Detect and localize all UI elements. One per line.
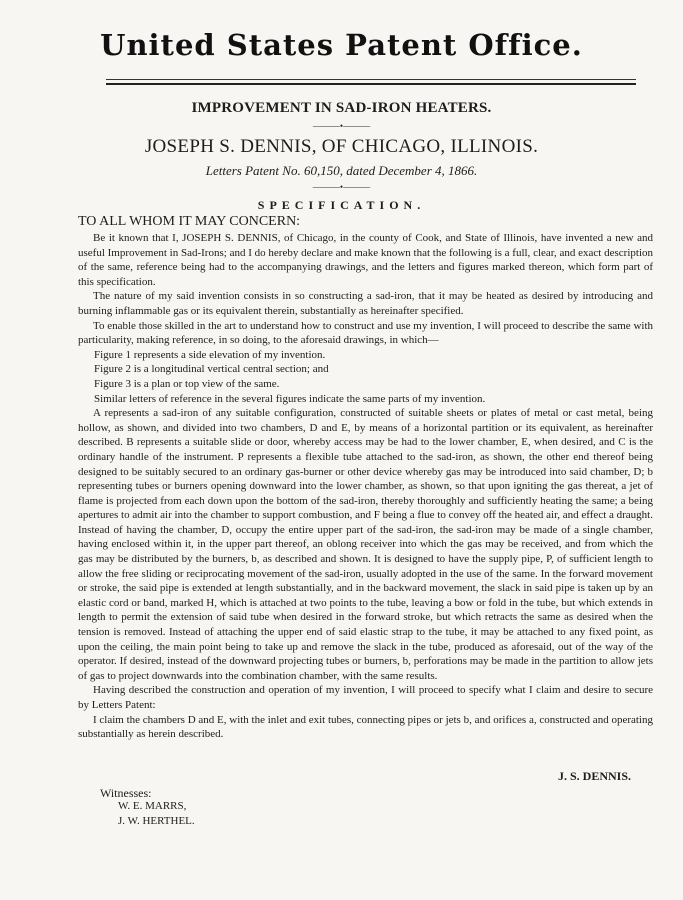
specification-paragraph: Having described the construction and operation of my invention, I will proceed to specify what I claim and desire to secure by Letters Patent: xyxy=(78,684,653,711)
witness-name: W. E. MARRS, xyxy=(118,800,187,812)
specification-paragraph: Similar letters of reference in the several figures indicate the same parts of my invention. xyxy=(94,392,486,405)
specification-paragraph: Figure 2 is a longitudinal vertical central section; and xyxy=(94,363,329,376)
inventor-line: JOSEPH S. DENNIS, OF CHICAGO, ILLINOIS. xyxy=(144,136,539,157)
specification-heading: SPECIFICATION. xyxy=(257,198,426,212)
witnesses-label: Witnesses: xyxy=(100,786,152,800)
patent-title: IMPROVEMENT IN SAD-IRON HEATERS. xyxy=(191,100,492,116)
masthead-rule-thick xyxy=(106,83,636,85)
specification-paragraph: The nature of my said invention consists in so constructing a sad-iron, that it may be heated as desired by introducing and burning inflammable gas or its equivalent therein, substantially as hereinafter specified. xyxy=(78,290,653,317)
witness-name: J. W. HERTHEL. xyxy=(118,815,195,827)
specification-paragraph: Figure 3 is a plan or top view of the same. xyxy=(94,377,280,390)
inventor-signature: J. S. DENNIS. xyxy=(558,769,632,783)
masthead-rule-thin xyxy=(106,79,636,80)
specification-paragraph: Be it known that I, JOSEPH S. DENNIS, of Chicago, in the county of Cook, and State of Illinois, have invented a new and useful Improvement in Sad-Irons; and I do hereby declare and make known that the following is a full, clear, and exact description of the same, reference being had to the accompanying drawings, and the letters and figures marked thereon, which form part of this specification. xyxy=(78,232,653,288)
masthead: United States Patent Office. xyxy=(100,28,583,62)
letters-patent-line: Letters Patent No. 60,150, dated December 4, 1866. xyxy=(205,163,478,178)
specification-paragraph: I claim the chambers D and E, with the inlet and exit tubes, connecting pipes or jets b, and orifices a, constructed and operating substantially as herein described. xyxy=(78,713,653,741)
specification-paragraph: A represents a sad-iron of any suitable configuration, constructed of suitable sheets or plates of metal or cast metal, being hollow, as shown, and divided into two chambers, D and E, by means of a horizontal partition or its equivalent, as hereinafter described. B represents a suitable slide or door, whereby access may be had to the lower chamber, E, when desired, and C is the ordinary handle of the instrument. P represents a flexible tube attached to the sad-iron, as shown, the other end thereof being designed to be suitably secured to an ordinary gas-burner or other device whereby gas may be introduced into said chamber, D; b representing tubes or burners opening downward into the lower chamber, as shown, so that upon igniting the gas thereat, a jet of flame is projected from each down upon the bottom of the sad-iron, thereby thoroughly and sufficiently heating the same; a being apertures to admit air into the chamber to support combustion, and F being a flue to convey off the heated air, and effect a draught. Instead of having the chamber, D, occupy the entire upper part of the sad-iron, the sad-iron may be made of a single chamber, having enclosed within it, in the upper part thereof, an oblong receiver into which the gas may be received, and from which the gas may be distributed by the burners, b, as described and shown. It is designed to have the supply pipe, P, of sufficient length to allow the free sliding or reciprocating movement of the sad-iron, usually adopted in the use of the same. In the forward movement or stroke, the said pipe is extended at length substantially, and in the backward movement, the slack in said pipe is taken up by an elastic cord or band, marked H, which is attached at two points to the tube, leaving a bow or fold in the tube, but which extends in length to permit the extension of said tube when desired in the forward stroke, but which retracts the same as desired when the tension is removed. Instead of attaching the upper end of said elastic strap to the tube, it may be attached to any fixed point, as upon the ceiling, the main point being to take up and remove the slack in the tube, produced as aforesaid, out of the way of the operator. If desired, instead of the downward projecting tubes or burners, b, perforations may be made in the partition to allow jets of gas to project downwards into the combination chamber, with the same results. xyxy=(78,407,653,682)
ornament-divider: ———•——— xyxy=(312,182,371,192)
salutation: TO ALL WHOM IT MAY CONCERN: xyxy=(78,214,301,229)
ornament-divider: ———•——— xyxy=(312,121,371,131)
specification-body xyxy=(78,231,653,742)
specification-paragraph: To enable those skilled in the art to understand how to construct and use my invention, I will proceed to describe the same with particularity, making reference, in so doing, to the aforesaid drawings, in which— xyxy=(78,319,653,347)
specification-paragraph: Figure 1 represents a side elevation of my invention. xyxy=(94,348,326,361)
